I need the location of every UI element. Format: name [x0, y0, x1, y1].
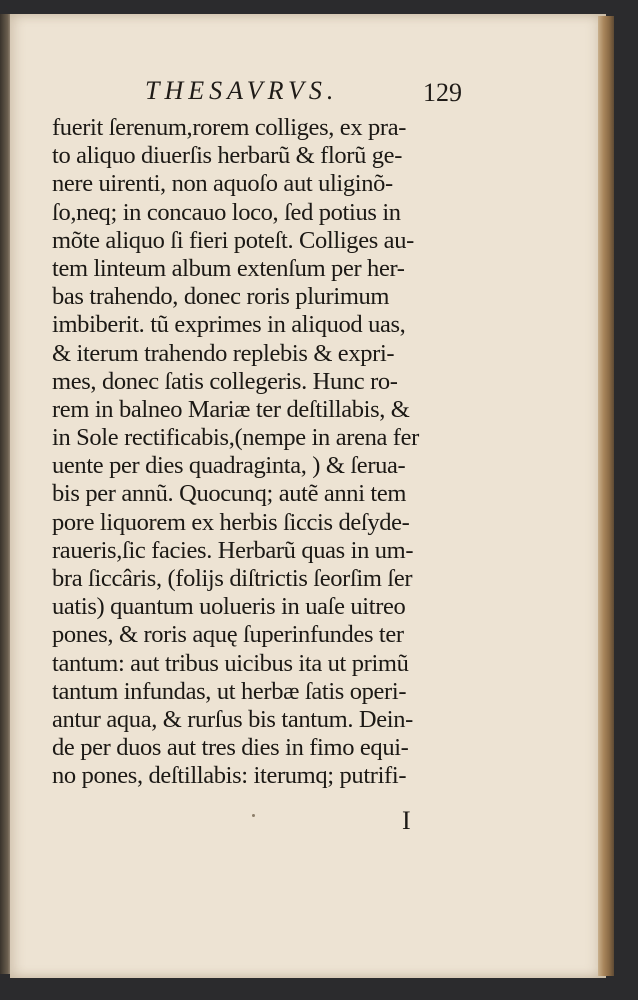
text-line: tantum: aut tribus uicibus ita ut primũ [52, 649, 409, 677]
text-line: bas trahendo, donec roris plurimum [52, 283, 390, 311]
text-line: raueris,ſic facies. Herbarũ quas in um- [52, 536, 414, 564]
page-number: 129 [423, 78, 462, 107]
text-line: no pones, deſtillabis: iterumq; putrifi- [52, 762, 407, 790]
text-line: uente per dies quadraginta, ) & ſerua- [52, 452, 406, 480]
text-line: rem in balneo Mariæ ter deſtillabis, & [52, 395, 410, 423]
text-line: mõte aliquo ſi fieri poteſt. Colliges au- [52, 226, 414, 254]
running-head [10, 74, 606, 114]
text-line: ſo,neq; in concauo loco, ſed potius in [52, 198, 401, 226]
text-line: bra ſiccâris, (folijs diſtrictis ſeorſim ſer [52, 565, 413, 592]
book-page [10, 14, 606, 978]
text-line: mes, donec ſatis collegeris. Hunc ro- [52, 367, 398, 395]
text-line: to aliquo diuerſis herbarũ & florũ ge- [52, 142, 403, 170]
body-text [52, 114, 472, 791]
text-line: bis per annũ. Quocunq; autẽ anni tem [52, 480, 407, 508]
text-line: & iterum trahendo replebis & expri- [52, 339, 395, 367]
text-line: pones, & roris aquę ſuperinfundes ter [52, 621, 404, 649]
text-line: pore liquorem ex herbis ſiccis deſyde- [52, 508, 410, 536]
text-line: in Sole rectificabis,(nempe in arena fer [52, 424, 419, 452]
text-line: de per duos aut tres dies in fimo equi- [52, 734, 409, 762]
text-line: tantum infundas, ut herbæ ſatis operi- [52, 677, 407, 705]
text-line: antur aqua, & rurſus bis tantum. Dein- [52, 705, 413, 733]
text-line: nere uirenti, non aquoſo aut uliginõ- [52, 170, 393, 198]
running-head-title: THESAVRVS. [145, 76, 339, 105]
text-line: imbiberit. tũ exprimes in aliquod uas, [52, 311, 406, 339]
signature-mark: I [402, 806, 411, 835]
fore-edge [598, 16, 614, 976]
text-line: tem linteum album extenſum per her- [52, 254, 405, 282]
text-line: fuerit ſerenum,rorem colliges, ex pra- [52, 114, 407, 141]
text-line: uatis) quantum uolueris in uaſe uitreo [52, 593, 406, 621]
ink-speck [252, 814, 255, 817]
